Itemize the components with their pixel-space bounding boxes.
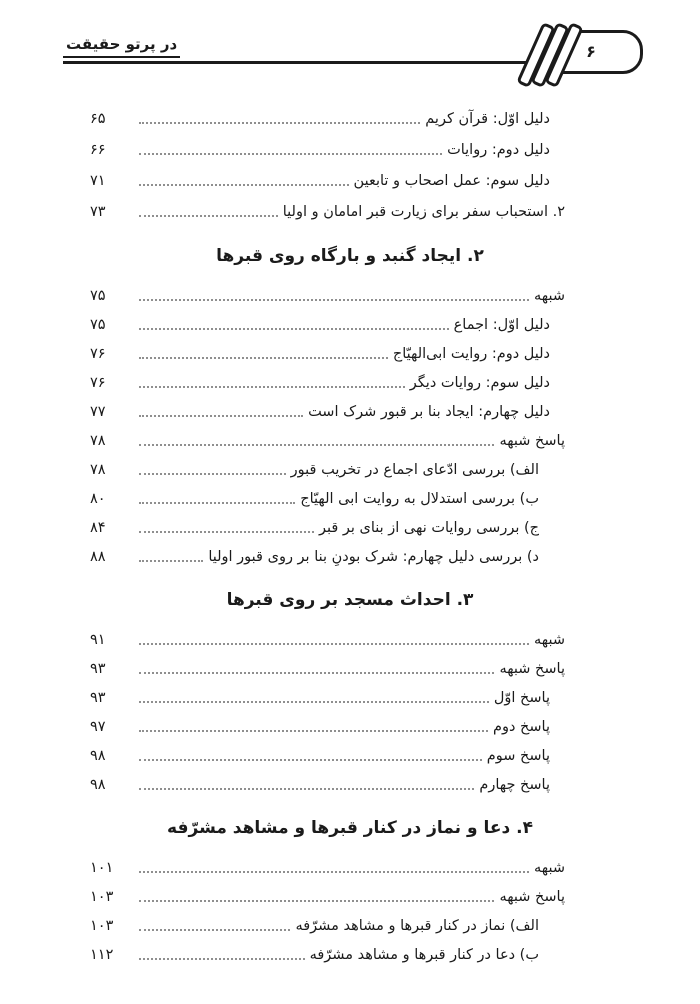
toc-entry-page-number: ۹۸ — [90, 747, 106, 764]
toc-entry — [90, 654, 565, 683]
dotted-leader — [139, 121, 420, 124]
header-rule — [63, 61, 603, 64]
dotted-leader — [139, 385, 405, 388]
dotted-leader — [139, 700, 489, 703]
dotted-leader — [139, 928, 290, 931]
toc-entry-page-number: ۹۱ — [90, 631, 106, 648]
toc — [90, 103, 565, 969]
toc-entry-page-number: ۹۳ — [90, 689, 106, 706]
section-heading: ۲. ایجاد گنبد و بارگاه روی قبرها — [216, 246, 484, 266]
section-heading: ۴. دعا و نماز در کنار قبرها و مشاهد مشرّفه — [167, 818, 533, 838]
dotted-leader — [139, 152, 442, 155]
toc-entry-page-number: ۹۳ — [90, 660, 106, 677]
running-head-book-title: در پرتو حقیقت — [63, 35, 180, 58]
dotted-leader — [139, 729, 488, 732]
toc-entry-title: پاسخ شبهه — [499, 888, 565, 905]
toc-entry — [90, 368, 565, 397]
toc-entry-title: پاسخ چهارم — [479, 776, 550, 793]
toc-entry-title: شبهه — [534, 287, 565, 304]
toc-entry-title: الف) بررسی ادّعای اجماع در تخریب قبور — [290, 461, 539, 478]
toc-entry — [90, 911, 565, 940]
page-number: ۶ — [586, 42, 596, 61]
toc-entry-page-number: ۶۵ — [90, 110, 106, 127]
toc-entry — [90, 712, 565, 741]
toc-entry-page-number: ۷۸ — [90, 461, 106, 478]
toc-entry — [90, 426, 565, 455]
toc-entry-page-number: ۹۸ — [90, 776, 106, 793]
toc-entry-page-number: ۱۰۳ — [90, 917, 114, 934]
dotted-leader — [139, 414, 303, 417]
toc-entry-page-number: ۱۰۱ — [90, 859, 114, 876]
toc-entry — [90, 484, 565, 513]
dotted-leader — [139, 298, 529, 301]
toc-entry-page-number: ۸۰ — [90, 490, 106, 507]
toc-section — [90, 587, 565, 799]
toc-entry-title: دلیل سوم: روایات دیگر — [409, 374, 550, 391]
toc-entry — [90, 625, 565, 654]
toc-entry — [90, 853, 565, 882]
toc-entry-page-number: ۷۵ — [90, 316, 106, 333]
toc-entry-title: پاسخ دوم — [492, 718, 550, 735]
toc-entry — [90, 310, 565, 339]
toc-entry-page-number: ۷۷ — [90, 403, 106, 420]
toc-entry-title: شبهه — [534, 631, 565, 648]
toc-entry-page-number: ۱۱۲ — [90, 946, 114, 963]
toc-entry-title: دلیل چهارم: ایجاد بنا بر قبور شرک است — [308, 403, 550, 420]
toc-entry-page-number: ۹۷ — [90, 718, 106, 735]
dotted-leader — [139, 472, 286, 475]
toc-entry — [90, 882, 565, 911]
toc-entry-page-number: ۷۸ — [90, 432, 106, 449]
toc-entry-title: پاسخ اوّل — [493, 689, 550, 706]
dotted-leader — [139, 758, 482, 761]
toc-entry — [90, 455, 565, 484]
toc-entry-title: ۲. استحباب سفر برای زیارت قبر امامان و اولیا — [282, 203, 565, 220]
toc-entry — [90, 683, 565, 712]
toc-entry-page-number: ۷۵ — [90, 287, 106, 304]
dotted-leader — [139, 183, 349, 186]
toc-entry-page-number: ۸۴ — [90, 519, 106, 536]
dotted-leader — [139, 899, 494, 902]
toc-entry — [90, 542, 565, 571]
toc-entry — [90, 770, 565, 799]
toc-section — [90, 103, 565, 227]
toc-entry — [90, 397, 565, 426]
dotted-leader — [139, 214, 278, 217]
toc-entry-title: دلیل دوم: روایت ابی‌الهیّاج — [392, 345, 550, 362]
toc-entry — [90, 134, 565, 165]
toc-section — [90, 243, 565, 571]
toc-entry — [90, 196, 565, 227]
section-heading: ۳. احداث مسجد بر روی قبرها — [226, 590, 474, 610]
toc-entry-title: پاسخ سوم — [486, 747, 550, 764]
toc-entry — [90, 741, 565, 770]
dotted-leader — [139, 787, 474, 790]
toc-entry-page-number: ۶۶ — [90, 141, 106, 158]
toc-entry-title: شبهه — [534, 859, 565, 876]
toc-entry-title: دلیل اوّل: قرآن کریم — [425, 110, 550, 127]
toc-entry-title: دلیل دوم: روایات — [447, 141, 550, 158]
toc-entry-title: ب) دعا در کنار قبرها و مشاهد مشرّفه — [309, 946, 539, 963]
toc-section — [90, 815, 565, 969]
toc-entry-title: دلیل سوم: عمل اصحاب و تابعین — [353, 172, 550, 189]
toc-entry-title: الف) نماز در کنار قبرها و مشاهد مشرّفه — [295, 917, 539, 934]
dotted-leader — [139, 356, 388, 359]
toc-entry — [90, 165, 565, 196]
dotted-leader — [139, 530, 314, 533]
toc-entry-page-number: ۷۶ — [90, 345, 106, 362]
toc-entry-page-number: ۷۳ — [90, 203, 106, 220]
toc-entry-page-number: ۸۸ — [90, 548, 106, 565]
toc-entry-title: پاسخ شبهه — [499, 432, 565, 449]
toc-entry-page-number: ۷۶ — [90, 374, 106, 391]
toc-entry-title: د) بررسی دلیل چهارم: شرک بودنِ بنا بر روی قبور اولیا — [208, 548, 539, 565]
dotted-leader — [139, 327, 449, 330]
toc-entry-title: دلیل اوّل: اجماع — [453, 316, 550, 333]
toc-entry — [90, 103, 565, 134]
toc-entry — [90, 940, 565, 969]
toc-entry-page-number: ۱۰۳ — [90, 888, 114, 905]
dotted-leader — [139, 671, 494, 674]
dotted-leader — [139, 957, 305, 960]
toc-entry-title: پاسخ شبهه — [499, 660, 565, 677]
toc-entry-title: ج) بررسی روایات نهی از بنای بر قبر — [318, 519, 539, 536]
toc-entry — [90, 281, 565, 310]
dotted-leader — [139, 870, 529, 873]
toc-entry-title: ب) بررسی استدلال به روایت ابی الهیّاج — [300, 490, 539, 507]
toc-entry-page-number: ۷۱ — [90, 172, 106, 189]
toc-entry — [90, 339, 565, 368]
dotted-leader — [139, 501, 295, 504]
toc-entry — [90, 513, 565, 542]
dotted-leader — [139, 559, 203, 562]
dotted-leader — [139, 642, 529, 645]
dotted-leader — [139, 443, 494, 446]
